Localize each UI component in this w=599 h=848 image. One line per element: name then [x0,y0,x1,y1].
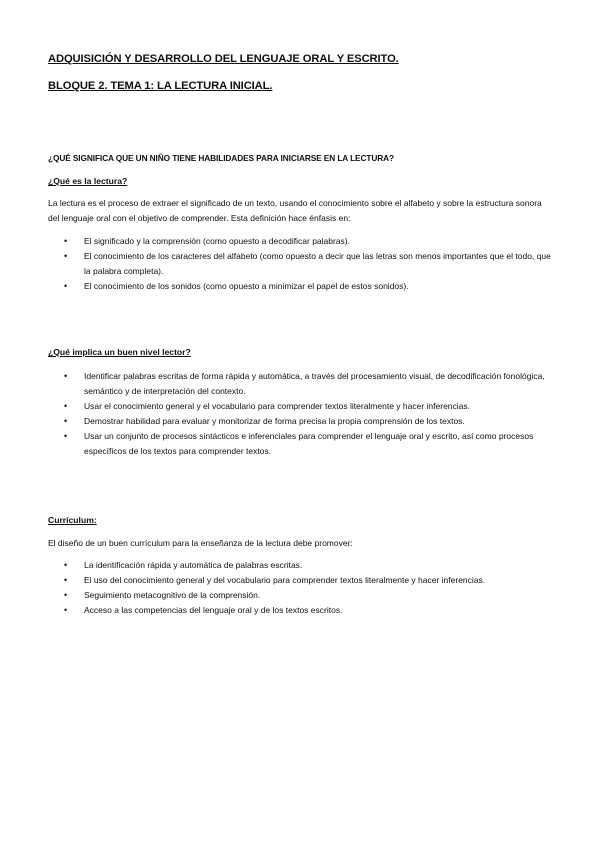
list-item [48,399,558,414]
list-item [48,573,558,588]
list-item-text: El uso del conocimiento general y del vocabulario para comprender textos literalmente y hacer inferencias. [84,575,486,585]
list-item-text: El conocimiento de los sonidos (como opuesto a minimizar el papel de estos sonidos). [84,281,409,291]
bullet-icon: • [64,575,68,585]
list-item-text: Usar el conocimiento general y el vocabulario para comprender textos literalmente y hacer inferencias. [84,401,470,411]
bullet-icon: • [64,590,68,600]
list-item [48,588,558,603]
list-item-text: La identificación rápida y automática de palabras escritas. [84,560,303,570]
bullet-icon: • [64,251,68,261]
list-item-text: Identificar palabras escritas de forma rápida y automática, a través del procesamiento visual, de decodificación fonológica, semántico y de interpretación del contexto. [84,371,545,396]
list-item [48,234,558,249]
list-item-text: Demostrar habilidad para evaluar y monitorizar de forma precisa la propia comprensión de los textos. [84,416,465,426]
bullet-icon: • [64,401,68,411]
section-paragraph-curriculum: El diseño de un buen currículum para la enseñanza de la lectura debe promover: [48,538,353,548]
list-item [48,603,558,618]
section-paragraph-lectura: La lectura es el proceso de extraer el significado de un texto, usando el conocimiento sobre el alfabeto y sobre la estructura sonora del lenguaje oral con el objetivo de comprender. Esta definición hace énfasis en: [48,198,542,223]
bullet-icon: • [64,236,68,246]
question-heading: ¿QUÉ SIGNIFICA QUE UN NIÑO TIENE HABILIDADES PARA INICIARSE EN LA LECTURA? [48,153,394,163]
section-heading-nivel-lector: ¿Qué implica un buen nivel lector? [48,347,191,357]
list-item-text: Seguimiento metacognitivo de la comprensión. [84,590,261,600]
list-item [48,369,558,399]
list-item [48,279,558,294]
list-item [48,429,558,459]
list-item [48,249,558,279]
bullet-icon: • [64,560,68,570]
bullet-icon: • [64,431,68,441]
list-item [48,414,558,429]
bullet-icon: • [64,416,68,426]
bullet-list-nivel-lector [48,369,558,459]
list-item-text: Usar un conjunto de procesos sintácticos e inferenciales para comprender el lenguaje oral y escrito, así como procesos específicos de los textos para comprender textos. [84,431,534,456]
document-title: ADQUISICIÓN Y DESARROLLO DEL LENGUAJE ORAL Y ESCRITO. [48,53,399,65]
list-item [48,558,558,573]
bullet-icon: • [64,371,68,381]
section-heading-lectura: ¿Qué es la lectura? [48,176,128,186]
document-subtitle: BLOQUE 2. TEMA 1: LA LECTURA INICIAL. [48,80,273,92]
list-item-text: El conocimiento de los caracteres del alfabeto (como opuesto a decir que las letras son menos importantes que el todo, que la palabra completa). [84,251,551,276]
list-item-text: Acceso a las competencias del lenguaje oral y de los textos escritos. [84,605,343,615]
bullet-list-lectura [48,234,558,294]
bullet-icon: • [64,605,68,615]
section-heading-curriculum: Currículum: [48,515,97,525]
bullet-list-curriculum [48,558,558,618]
list-item-text: El significado y la comprensión (como opuesto a decodificar palabras). [84,236,350,246]
bullet-icon: • [64,281,68,291]
